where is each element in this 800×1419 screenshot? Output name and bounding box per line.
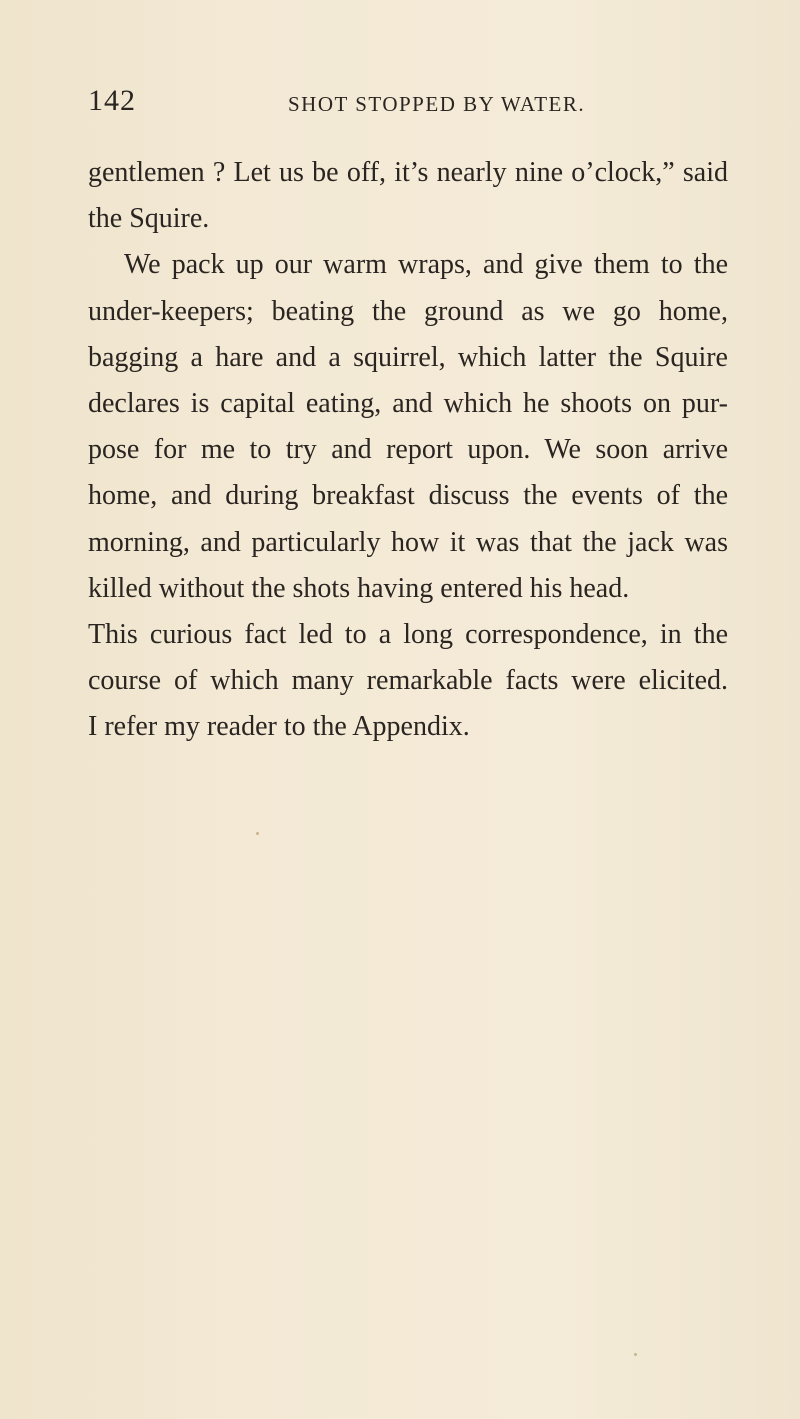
- text-line: under-keepers; beating the ground as we go home,: [88, 295, 728, 327]
- text-line: home, and during breakfast discuss the events of the: [88, 480, 728, 512]
- text-line: pose for me to try and report upon. We soon arrive: [88, 434, 728, 466]
- body-text: [88, 150, 728, 750]
- page-number: 142: [88, 84, 136, 117]
- text-line: morning, and particularly how it was that the jack was: [88, 526, 728, 558]
- text-line: gentlemen ? Let us be off, it’s nearly nine o’clock,” said: [88, 157, 728, 188]
- text-line: course of which many remarkable facts were elicited.: [88, 665, 728, 697]
- page-header: [88, 84, 728, 124]
- paper-speck: [634, 1353, 637, 1356]
- paper-speck: [256, 832, 259, 835]
- text-line: the Squire.: [88, 203, 210, 235]
- running-head: SHOT STOPPED BY WATER.: [288, 92, 586, 116]
- text-line: This curious fact led to a long correspondence, in the: [88, 618, 728, 650]
- text-line: I refer my reader to the Appendix.: [88, 711, 470, 743]
- text-line: We pack up our warm wraps, and give them to the: [124, 249, 728, 281]
- text-line: declares is capital eating, and which he shoots on pur-: [88, 387, 728, 419]
- text-line: bagging a hare and a squirrel, which latter the Squire: [88, 341, 728, 373]
- text-line: killed without the shots having entered his head.: [88, 572, 630, 604]
